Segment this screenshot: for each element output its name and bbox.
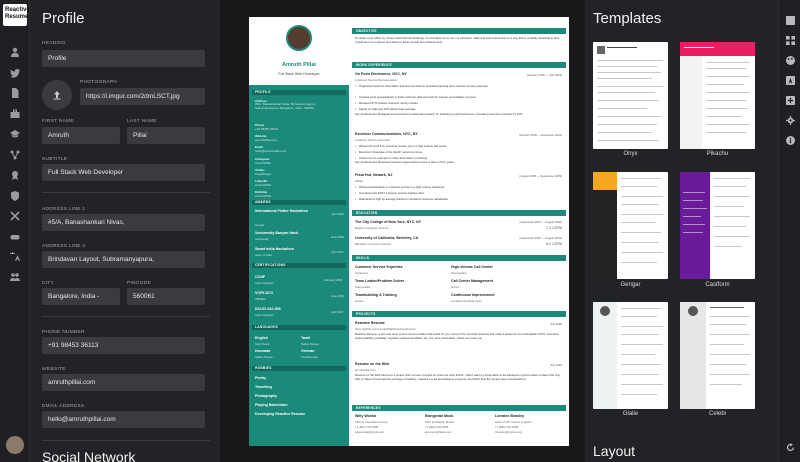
school-name: The City College of New York, NYC, NY xyxy=(355,220,422,224)
objective-text: To obtain a job within my chosen field that will challenge me and allow me to use my education, skills and past experiences in a way that is mutually beneficial to both myself and my employer and allow for future growth and advancement. xyxy=(355,36,560,44)
job-bullet: • Completed the FAST customer service training class. xyxy=(359,191,563,195)
job-bullet: • Received "Associate of the Month" award six times. xyxy=(359,150,563,154)
subtitle-label: SUBTITLE xyxy=(42,157,68,162)
subtitle-input[interactable]: Full Stack Web Developer xyxy=(42,164,205,181)
project-description: Reactive Resume, a free and open source resume builder that works for you. A few of the important features that make it awesome are minimalistic UI/UX, extensive customizability, portability, regularly updated templates, etc. For more information, check out rxresu.me xyxy=(355,332,559,340)
languages-section-header: LANGUAGES xyxy=(252,325,346,330)
contact-key: Dribbble xyxy=(255,190,268,194)
file-icon[interactable] xyxy=(8,86,22,100)
cert-title: CCNP xyxy=(255,275,266,279)
contact-key: Website xyxy=(255,134,267,138)
hobbies-section-header: HOBBIES xyxy=(252,366,346,371)
job-achievement: Key Achievement: Designed and executed an automated system for following up with customers, increasing customer retention by 22%. xyxy=(355,112,524,116)
first-name-input[interactable]: Amruth xyxy=(42,127,120,144)
refresh-icon[interactable] xyxy=(784,441,796,453)
ref-title: Head of HR, Carson Logistics xyxy=(495,420,532,424)
phone-input[interactable]: +91 98453 36113 xyxy=(42,337,205,354)
job-bullet: • Chosen as an example for other associates in trainings. xyxy=(359,156,563,160)
ref-phone: +1 (802) 234-2398 xyxy=(425,425,449,429)
ref-email: l.beasley@carson.org xyxy=(495,430,523,434)
skill-name: High-Volume Call Center xyxy=(451,265,493,269)
job-title: On Point Electronics, NYC, NY xyxy=(355,72,407,76)
skill-level: Fundamental Awareness xyxy=(451,299,482,303)
graduation-cap-icon[interactable] xyxy=(8,127,22,141)
template-label: Onyx xyxy=(623,151,638,157)
ref-email: willywonka@gmail.com xyxy=(355,430,384,434)
awards-section-header: AWARDS xyxy=(252,200,346,205)
job-bullet: • Received 97% positive customer survey results. xyxy=(359,101,563,105)
cert-date: June 2019 xyxy=(331,294,345,298)
pincode-label: PINCODE xyxy=(127,281,151,286)
contact-value: +91 98453 36113 xyxy=(255,127,279,131)
cert-issuer: VMWare xyxy=(255,297,266,301)
template-thumb-castform[interactable] xyxy=(680,172,755,279)
projects-header: PROJECTS xyxy=(352,311,566,317)
award-issuer: Govt. of India xyxy=(255,253,272,257)
contact-key: Instagram xyxy=(255,157,270,161)
ref-name: Elangovan Musk xyxy=(425,414,454,418)
palette-icon[interactable] xyxy=(784,54,796,66)
job-dates: (August 2005 — September 2009) xyxy=(519,174,562,178)
template-thumb-celebi[interactable] xyxy=(680,302,755,409)
job-bullet: • Speed on calls was 10% above team average. xyxy=(359,107,563,111)
contact-value: hello@amruthpillai.com xyxy=(255,149,287,153)
references-header: REFERENCES xyxy=(352,405,566,411)
ref-name: Willy Wonka xyxy=(355,414,377,418)
award-date: June 2016 xyxy=(331,235,345,239)
templates-title: Templates xyxy=(593,10,662,27)
resume-subtitle: Full Stack Web Developer xyxy=(278,72,320,76)
panel-title: Profile xyxy=(42,10,85,27)
language-name: Tamil xyxy=(301,336,311,340)
project-title: Resume on the Web xyxy=(355,362,390,366)
network-icon[interactable] xyxy=(8,148,22,162)
website-label: WEBSITE xyxy=(42,367,66,372)
award-issuer: Google xyxy=(255,223,265,227)
award-title: Smart India Hackathon xyxy=(255,247,294,251)
school-dates: (September 1997 — August 2001) xyxy=(519,236,562,240)
address1-label: ADDRESS LINE 1 xyxy=(42,207,86,212)
address2-label: ADDRESS LINE 2 xyxy=(42,244,86,249)
contact-value: AmruthPillai xyxy=(255,183,272,187)
templates-panel xyxy=(585,0,778,462)
education-header: EDUCATION xyxy=(352,210,566,216)
photo-url-input[interactable]: https://i.imgur.com/2dmLSCT.jpg xyxy=(80,88,205,105)
skill-name: Team Leader/Problem Solver xyxy=(355,279,405,283)
language-level: Native Tongue xyxy=(255,355,273,359)
project-title: Reactive Resume xyxy=(355,321,385,325)
school-degree: Bachelors Computer Science xyxy=(355,242,392,246)
objective-header: OBJECTIVE xyxy=(352,28,566,34)
font-icon[interactable] xyxy=(784,74,796,86)
cert-date: April 2017 xyxy=(331,310,344,314)
job-title: Pizza Hut, Newark, NJ xyxy=(355,173,393,177)
contact-key: Email xyxy=(255,145,264,149)
contact-key: Phone xyxy=(255,123,265,127)
project-url: amruthpillai.com xyxy=(355,368,376,372)
right-nav xyxy=(778,0,800,462)
work-header: WORK EXPERIENCE xyxy=(352,62,566,68)
phone-label: PHONE NUMBER xyxy=(42,330,85,335)
project-date: July 2020 xyxy=(550,322,562,326)
certifications-section-header: CERTIFICATIONS xyxy=(252,263,346,268)
skill-name: Customer Service Expertise xyxy=(355,265,403,269)
editor-panel xyxy=(30,0,220,462)
job-bullet: • Worked passionately in customer service in a high volume restaurant. xyxy=(359,185,563,189)
address2-input[interactable]: Brindavan Layout, Subramanyapura, xyxy=(42,251,205,268)
skill-level: Intermediate xyxy=(451,271,467,275)
job-bullet: • Maintained a high tip average thanks to consistent customer satisfaction. xyxy=(359,197,563,201)
template-icon[interactable] xyxy=(784,34,796,46)
photo-label: PHOTOGRAPH xyxy=(80,80,118,85)
hobby: Travelling xyxy=(255,385,272,389)
job-bullet: • Organized customer information and account data for business planning and customer service purposes. xyxy=(359,84,563,88)
school-name: University of California, Berkeley, CA xyxy=(355,236,419,240)
skill-level: Novice xyxy=(355,299,364,303)
layout-icon[interactable] xyxy=(784,14,796,26)
project-date: July 2019 xyxy=(550,363,562,367)
ref-phone: +1 (802) 234-2398 xyxy=(495,425,519,429)
settings-icon[interactable] xyxy=(784,114,796,126)
heading-input[interactable]: Profile xyxy=(42,50,205,67)
hobby: Developing Reactive Resume xyxy=(255,412,306,416)
resume-main xyxy=(349,17,569,446)
hobby: Poetry xyxy=(255,376,267,380)
resume-photo xyxy=(286,25,312,51)
profile-icon[interactable] xyxy=(8,45,22,59)
resume-name: Amruth Pillai xyxy=(282,62,316,68)
language-level: Very Fluent xyxy=(255,342,270,346)
job-achievement: Key Achievement: Received Customer Appreciation bonus in three of four years. xyxy=(355,160,455,164)
school-degree: Masters Computer Science xyxy=(355,226,389,230)
resume-header xyxy=(249,17,349,85)
skill-name: Teambuilding & Training xyxy=(355,293,397,297)
school-dates: (September 2007 — August 2002) xyxy=(519,220,562,224)
template-label: Glalie xyxy=(622,411,639,417)
job-role: Waiter xyxy=(355,179,363,183)
city-label: CITY xyxy=(42,281,55,286)
contact-value: amruthpillai.com xyxy=(255,138,277,142)
shield-icon[interactable] xyxy=(8,189,22,203)
award-icon[interactable] xyxy=(8,168,22,182)
cert-title: VCP6-DCV xyxy=(255,291,274,295)
template-thumb-pikachu[interactable] xyxy=(680,42,755,149)
contact-value: KingOKings xyxy=(255,172,271,176)
skill-name: Continuous Improvement xyxy=(451,293,495,297)
skill-name: Call Center Management xyxy=(451,279,493,283)
email-input[interactable]: hello@amruthpillai.com xyxy=(42,411,205,428)
template-label: Gengar xyxy=(620,282,641,288)
twitter-icon[interactable] xyxy=(8,66,22,80)
language-name: German xyxy=(301,349,315,353)
job-bullet: • Worked as a full time customer service rep in a high volume call center. xyxy=(359,144,563,148)
cert-date: February 2018 xyxy=(324,278,343,282)
heading-label: HEADING xyxy=(42,41,66,46)
job-role: Customer Service Associate xyxy=(355,138,390,142)
app-logo[interactable]: Reactive Resume xyxy=(3,4,27,26)
social-network-heading: Social Network xyxy=(42,449,136,462)
divider xyxy=(42,192,210,193)
award-title: International Flutter Hackathon xyxy=(255,209,309,213)
contact-value: AmruthPillai xyxy=(255,194,272,198)
tools-icon[interactable] xyxy=(8,209,22,223)
photo-upload-button[interactable] xyxy=(42,80,72,110)
hobby: Photography xyxy=(255,394,278,398)
job-role: Customer Service Representative xyxy=(355,78,397,82)
last-name-input[interactable]: Pillai xyxy=(127,127,205,144)
contact-key: Address xyxy=(255,99,268,103)
layout-heading: Layout xyxy=(593,443,636,459)
city-input[interactable]: Bangalore, India - xyxy=(42,288,120,305)
award-title: Venturesity Banyan Hack xyxy=(255,231,298,235)
language-level: Fundamental xyxy=(301,355,318,359)
profile-section-header: PROFILE xyxy=(252,90,346,95)
language-level: Native Tongue xyxy=(301,342,319,346)
contact-value: #5/A, Banashankari Nivas, Brindavan Layout, Subramanyapura, Bangalore, India - 560061 xyxy=(255,102,316,110)
ref-name: Lorraine Beasley xyxy=(495,414,524,418)
ref-phone: +1 (802) 234-2398 xyxy=(355,425,379,429)
project-url: https://github.com/AmruthPillai/Reactive-Resume xyxy=(355,327,416,331)
award-date: April 2017 xyxy=(331,250,344,254)
cert-issuer: Cisco Systems xyxy=(255,313,274,317)
cert-issuer: Cisco Systems xyxy=(255,281,274,285)
resume-page xyxy=(249,17,569,446)
pincode-input[interactable]: 560061 xyxy=(127,288,205,305)
language-name: Kannada xyxy=(255,349,271,353)
email-label: EMAIL ADDRESS xyxy=(42,404,85,409)
award-issuer: Venturesity xyxy=(255,237,269,241)
job-dates: (January 2019 — July 2019) xyxy=(526,73,562,77)
gamepad-icon[interactable] xyxy=(8,230,22,244)
template-thumb-onyx[interactable] xyxy=(593,42,668,149)
ref-title: CEO at Chocolate Factory xyxy=(355,420,388,424)
last-name-label: LAST NAME xyxy=(127,119,157,124)
language-name: English xyxy=(255,336,268,340)
award-date: April 2019 xyxy=(331,212,344,216)
resume-preview-area xyxy=(220,0,585,462)
school-grade: 7.2 CGPA xyxy=(546,226,562,230)
template-thumb-glalie[interactable] xyxy=(593,302,668,409)
job-title: Excelsior Communications, NYC, NY xyxy=(355,132,418,136)
divider xyxy=(42,316,210,317)
divider xyxy=(42,440,210,441)
template-label: Castform xyxy=(705,282,730,288)
address1-input[interactable]: #5/A, Banashankari Nivas, xyxy=(42,214,205,231)
skill-level: Advanced xyxy=(355,271,368,275)
upload-icon xyxy=(52,90,62,100)
job-bullet: • Created excel spreadsheets to track customer data and perform intense reconciliation process. xyxy=(359,95,563,99)
hobby: Playing Badminton xyxy=(255,403,288,407)
user-avatar[interactable] xyxy=(6,436,24,454)
skill-level: Intermediate xyxy=(355,285,371,289)
briefcase-icon[interactable] xyxy=(8,107,22,121)
translate-icon[interactable] xyxy=(8,250,22,264)
project-description: Resume on the Web has been a project that I've been focused on since the early 2014s. I didn't want my information to be displayed on just a sheet of paper that only HRs or Talent Scouts had the privilege of reading, I wanted it to be accessible to everyone. And that's how this project was conceptualized. xyxy=(355,373,560,381)
template-label: Celebi xyxy=(708,411,726,417)
skill-level: Novice xyxy=(451,285,460,289)
contact-value: AmruthPillai xyxy=(255,161,272,165)
actions-icon[interactable] xyxy=(784,94,796,106)
ref-email: elonmusk@tesla.com xyxy=(425,430,452,434)
school-grade: 8.4 CGPA xyxy=(546,242,562,246)
left-nav xyxy=(0,0,30,462)
contact-key: Twitter xyxy=(255,168,265,172)
first-name-label: FIRST NAME xyxy=(42,119,74,124)
cert-title: DCUCI 642-999 xyxy=(255,307,281,311)
resume-sidebar xyxy=(249,17,349,446)
website-input[interactable]: amruthpillai.com xyxy=(42,374,205,391)
info-icon[interactable] xyxy=(784,134,796,146)
template-thumb-gengar[interactable] xyxy=(593,172,668,279)
users-icon[interactable] xyxy=(8,270,22,284)
job-dates: (October 2009 — December 2016) xyxy=(518,133,562,137)
skills-header: SKILLS xyxy=(352,255,566,261)
contact-key: LinkedIn xyxy=(255,179,268,183)
template-label: Pikachu xyxy=(706,151,729,157)
ref-title: CEO at Palletier Motors xyxy=(425,420,455,424)
